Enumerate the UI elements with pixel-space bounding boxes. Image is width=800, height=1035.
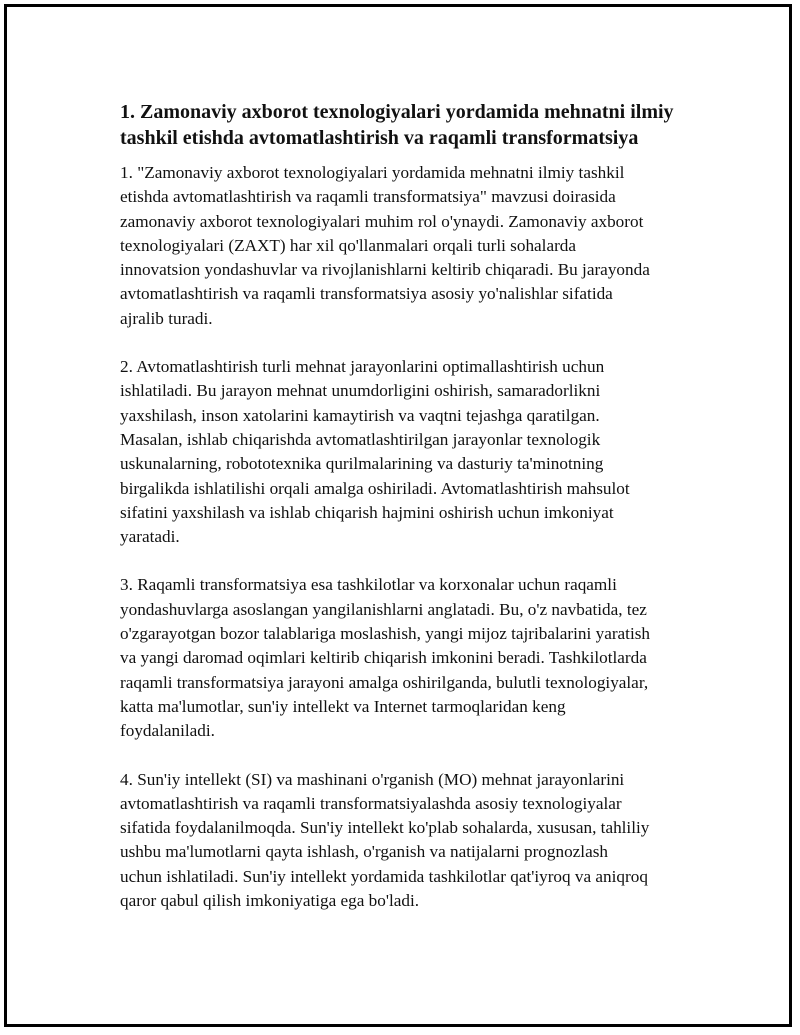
paragraph-3: 3. Raqamli transformatsiya esa tashkilotlar va korxonalar uchun raqamli yondashuvlarga asoslangan yangilanishlarni anglatadi. Bu, o'z navbatida, tez o'zgarayotgan bozor talablariga moslashish, yangi mijoz tajribalarini yaratish va yangi daromad oqimlari keltirib chiqarish imkonini beradi. Tashkilotlarda raqamli transformatsiya jarayoni amalga oshirilganda, bulutli texnologiyalar, katta ma'lumotlar, sun'iy intellekt va Internet tarmoqlaridan keng foydalaniladi. (120, 575, 651, 741)
paragraph-4: 4. Sun'iy intellekt (SI) va mashinani o'rganish (MO) mehnat jarayonlarini avtomatlashtirish va raqamli transformatsiyalashda asosiy texnologiyalar sifatida foydalanilmoqda. Sun'iy intellekt ko'plab sohalarda, xususan, tahliliy ushbu ma'lumotlarni qayta ishlash, o'rganish va natijalarni prognozlash uchun ishlatiladi. Sun'iy intellekt yordamida tashkilotlar qat'iyroq va aniqroq qaror qabul qilish imkoniyatiga ega bo'ladi. (120, 769, 650, 911)
page-frame (4, 4, 792, 1027)
paragraph-2: 2. Avtomatlashtirish turli mehnat jarayonlarini optimallashtirish uchun ishlatiladi. Bu jarayon mehnat unumdorligini oshirish, samaradorlikni yaxshilash, inson xatolarini kamaytirish va vaqtni tejashga qaratilgan. Masalan, ishlab chiqarishda avtomatlashtirilgan jarayonlar texnologik uskunalarning, robototexnika qurilmalarining va dasturiy ta'minotning birgalikda ishlatilishi orqali amalga oshiriladi. Avtomatlashtirish mahsulot sifatini yaxshilash va ishlab chiqarish hajmini oshirish uchun imkoniyat yaratadi. (120, 357, 630, 547)
document-title: 1. Zamonaviy axborot texnologiyalari yordamida mehnatni ilmiy tashkil etishda avtomatlashtirish va raqamli transformatsiya (120, 101, 674, 149)
document-body (120, 99, 705, 937)
paragraph-1: 1. "Zamonaviy axborot texnologiyalari yordamida mehnatni ilmiy tashkil etishda avtomatlashtirish va raqamli transformatsiya" mavzusi doirasida zamonaviy axborot texnologiyalari muhim rol o'ynaydi. Zamonaviy axborot texnologiyalari (ZAXT) har xil qo'llanmalari orqali turli sohalarda innovatsion yondashuvlar va rivojlanishlarni keltirib chiqaradi. Bu jarayonda avtomatlashtirish va raqamli transformatsiya asosiy yo'nalishlar sifatida ajralib turadi. (120, 163, 650, 328)
